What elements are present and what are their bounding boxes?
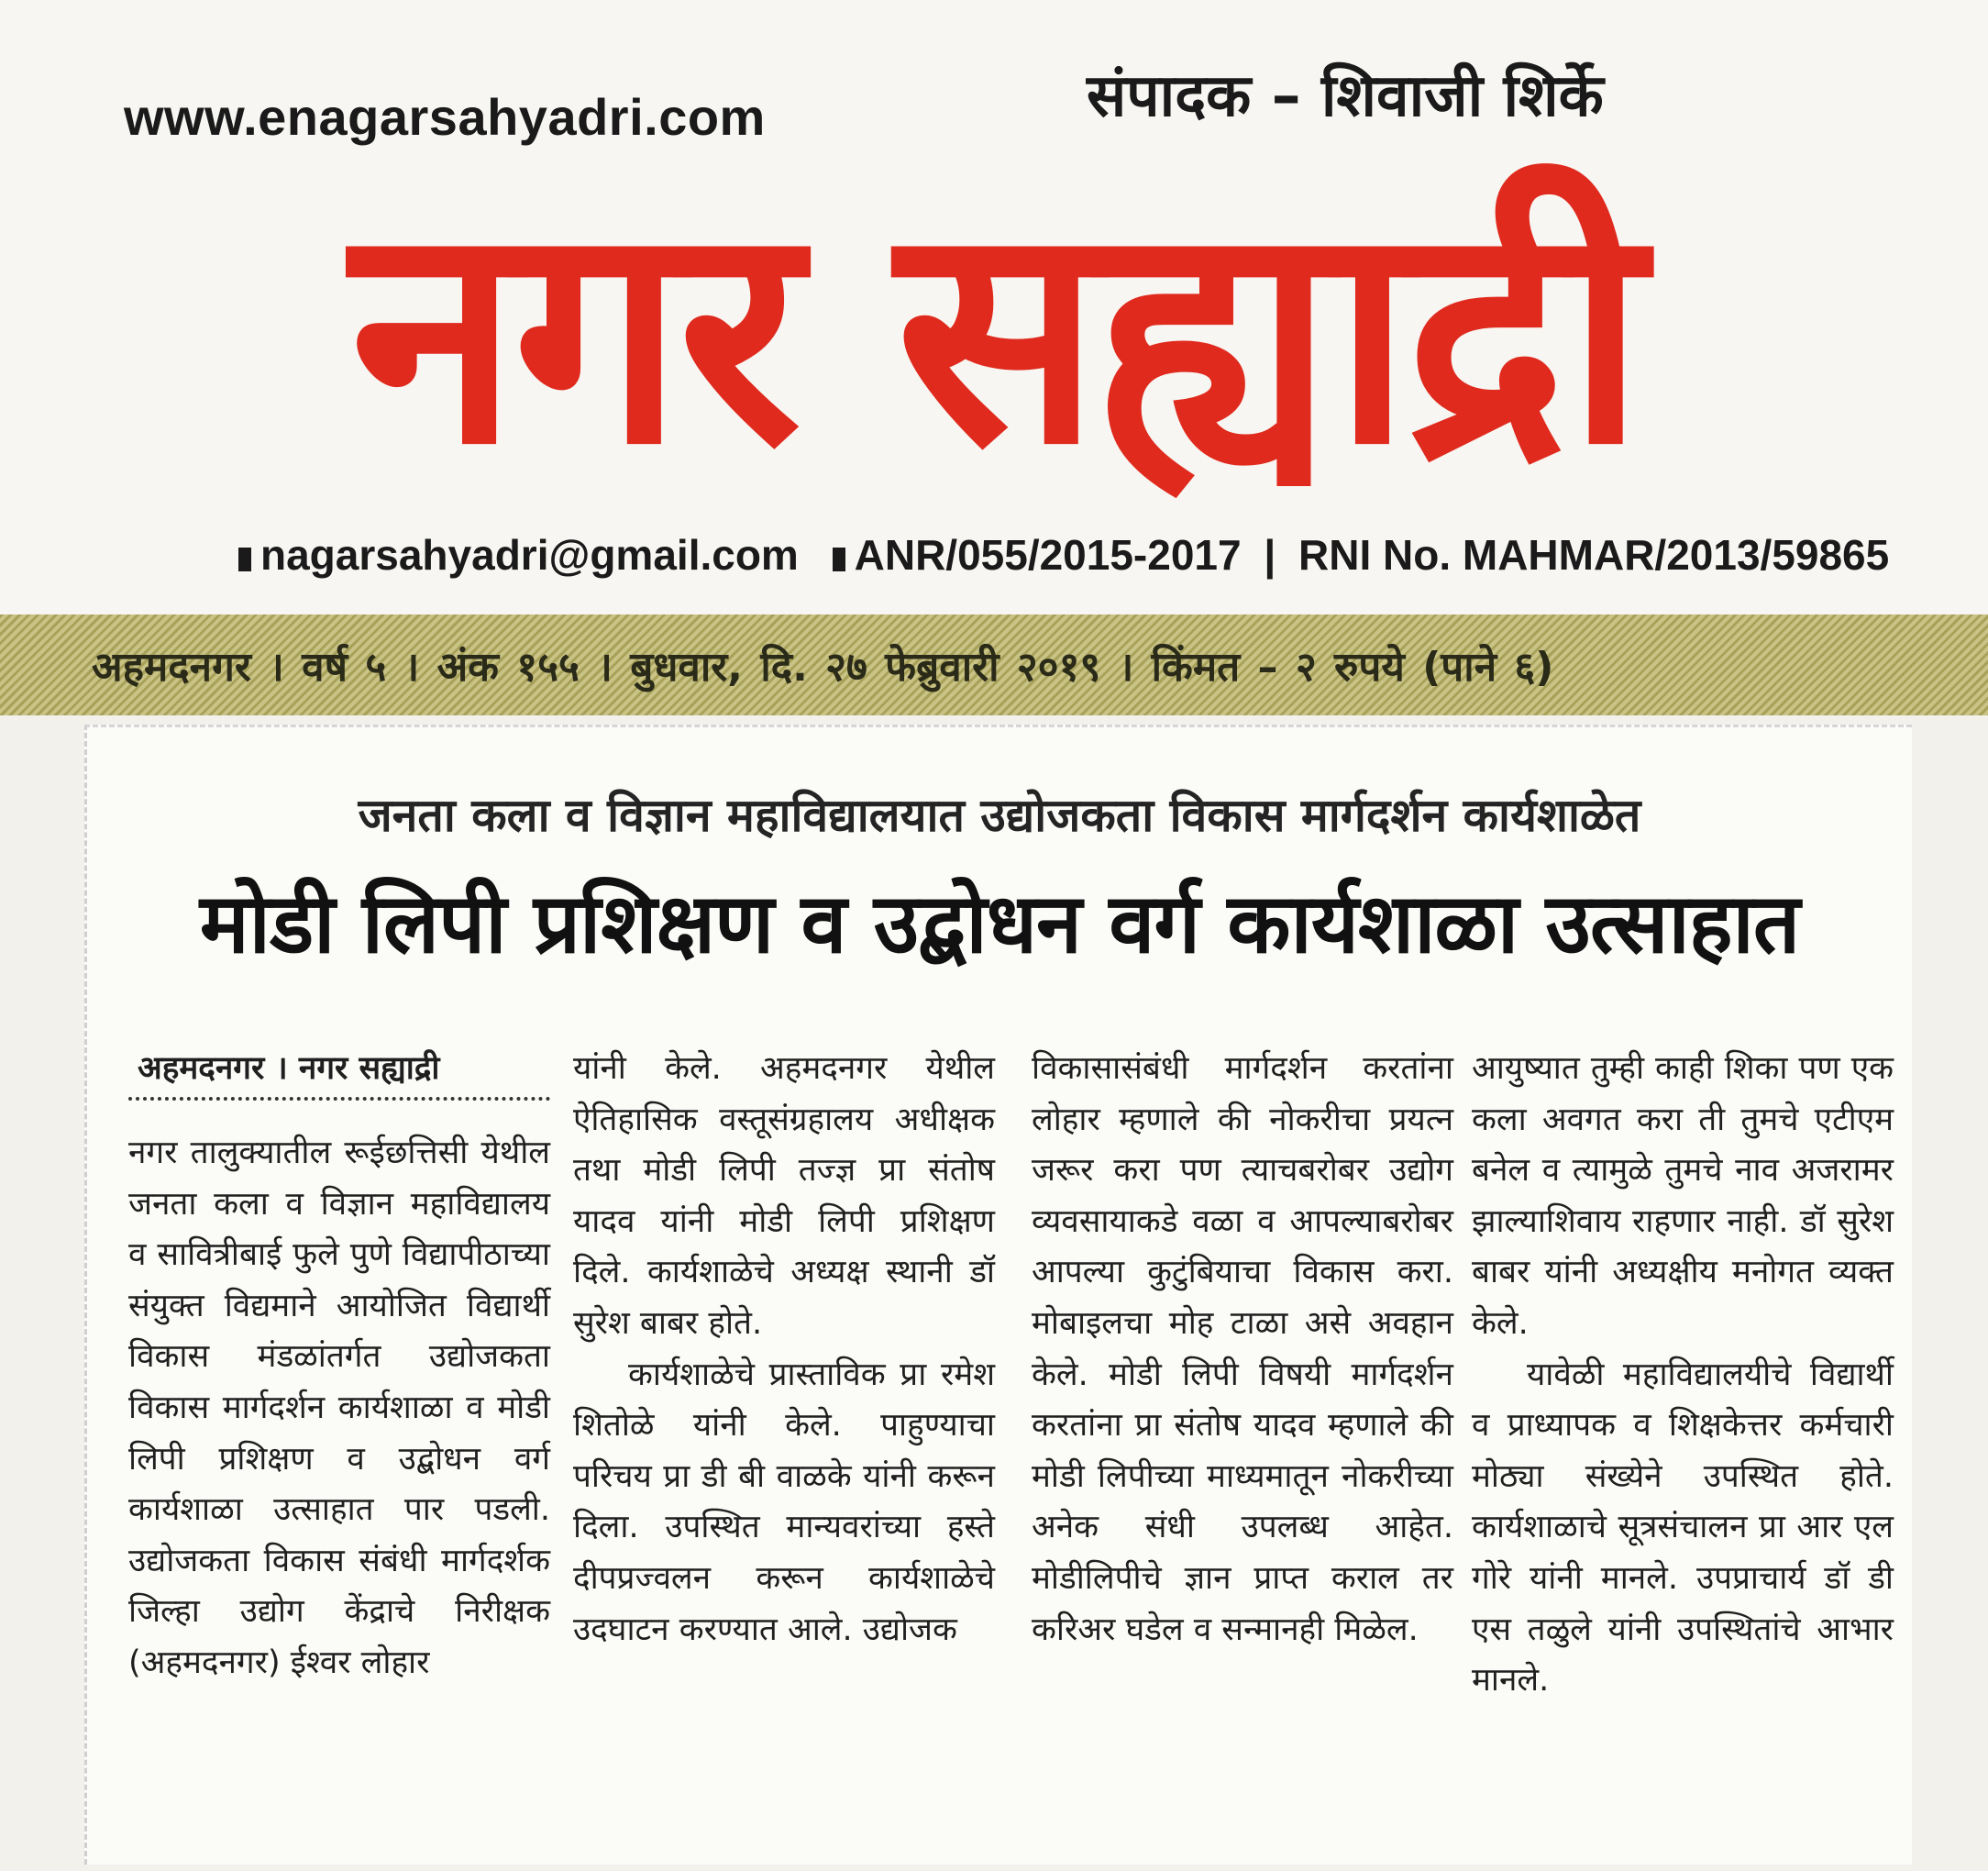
- email-address[interactable]: nagarsahyadri@gmail.com: [260, 531, 799, 579]
- article-dateline: अहमदनगर । नगर सह्याद्री: [138, 1050, 440, 1087]
- article-paragraph: नगर तालुक्यातील रूईछत्तिसी येथील जनता कला व विज्ञान महाविद्यालय व सावित्रीबाई फुले पुणे विद्यापीठाच्या संयुक्त विद्यमाने आयोजित विद्यार्थी विकास मंडळांतर्गत उद्योजकता विकास मार्गदर्शन कार्यशाळा व मोडी लिपी प्रशिक्षण व उद्बोधन वर्ग कार्यशाळा उत्साहात पार पडली. उद्योजकता विकास संबंधी मार्गदर्शक जिल्हा उद्योग केंद्राचे निरीक्षक (अहमदनगर) ईश्वर लोहार: [128, 1135, 550, 1681]
- article-kicker: जनता कला व विज्ञान महाविद्यालयात उद्योजकता विकास मार्गदर्शन कार्यशाळेत: [358, 789, 1641, 842]
- article-headline: मोडी लिपी प्रशिक्षण व उद्बोधन वर्ग कार्यशाळा उत्साहात: [199, 876, 1800, 972]
- article-column-1: [128, 1044, 550, 1689]
- article-paragraph: विकासासंबंधी मार्गदर्शन करतांना लोहार म्हणाले की नोकरीचा प्रयत्न जरूर करा पण त्याचबरोबर उद्योग व्यवसायाकडे वळा व आपल्याबरोबर आपल्या कुटुंबियाचा विकास करा. मोबाइलचा मोह टाळा असे अवहान केले. मोडी लिपी विषयी मार्गदर्शन करतांना प्रा संतोष यादव म्हणाले की मोडी लिपीच्या माध्यमातून नोकरीच्या अनेक संधी उपलब्ध आहेत. मोडीलिपीचे ज्ञान प्राप्त कराल तर करिअर घडेल व सन्मानही मिळेल.: [1032, 1050, 1453, 1648]
- article-dateline-box: [128, 1044, 550, 1101]
- bullet-square-icon: [238, 548, 251, 571]
- article-paragraph: यावेळी महाविद्यालयीचे विद्यार्थी व प्राध्यापक व शिक्षकेत्तर कर्मचारी मोठ्या संख्येने उपस्थित होते. कार्यशाळाचे सूत्रसंचालन प्रा आर एल गोरे यांनी मानले. उपप्राचार्य डॉ डी एस तळुले यांनी उपस्थितांचे आभार मानले.: [1472, 1356, 1894, 1699]
- editor-credit: संपादक – शिवाजी शिर्के: [1087, 62, 1604, 130]
- newspaper-title: नगर सह्याद्री: [350, 159, 1640, 511]
- masthead: [0, 0, 1988, 624]
- article-column-3: [1032, 1044, 1453, 1655]
- website-url[interactable]: www.enagarsahyadri.com: [124, 88, 766, 146]
- registration-line: nagarsahyadri@gmail.com ANR/055/2015-2017 | RNI No. MAHMAR/2013/59865: [238, 530, 1889, 580]
- bullet-square-icon: [833, 548, 845, 571]
- article-clipping: [84, 725, 1912, 1865]
- article-column-4: [1472, 1044, 1894, 1707]
- issue-dateline-bar: [0, 614, 1988, 715]
- article-paragraph: यांनी केले. अहमदनगर येथील ऐतिहासिक वस्तूसंग्रहालय अधीक्षक तथा मोडी लिपी तज्ज्ञ प्रा संतोष यादव यांनी मोडी लिपी प्रशिक्षण दिले. कार्यशाळेचे अध्यक्ष स्थानी डॉ सुरेश बाबर होते.: [573, 1050, 995, 1342]
- article-column-2: [573, 1044, 995, 1655]
- article-paragraph: आयुष्यात तुम्ही काही शिका पण एक कला अवगत करा ती तुमचे एटीएम बनेल व त्यामुळे तुमचे नाव अजरामर झाल्याशिवाय राहणार नाही. डॉ सुरेश बाबर यांनी अध्यक्षीय मनोगत व्यक्त केले.: [1472, 1050, 1894, 1342]
- rni-number: RNI No. MAHMAR/2013/59865: [1298, 531, 1890, 579]
- issue-dateline: अहमदनगर । वर्ष ५ । अंक १५५ । बुधवार, दि. २७ फेब्रुवारी २०१९ । किंमत – २ रुपये (पाने ६): [92, 644, 1554, 691]
- anr-number: ANR/055/2015-2017: [854, 531, 1242, 579]
- article-paragraph: कार्यशाळेचे प्रास्ताविक प्रा रमेश शितोळे यांनी केले. पाहुण्याचा परिचय प्रा डी बी वाळके यांनी करून दिला. उपस्थित मान्यवरांच्या हस्ते दीपप्रज्वलन करून कार्यशाळेचे उदघाटन करण्यात आले. उद्योजक: [573, 1356, 995, 1648]
